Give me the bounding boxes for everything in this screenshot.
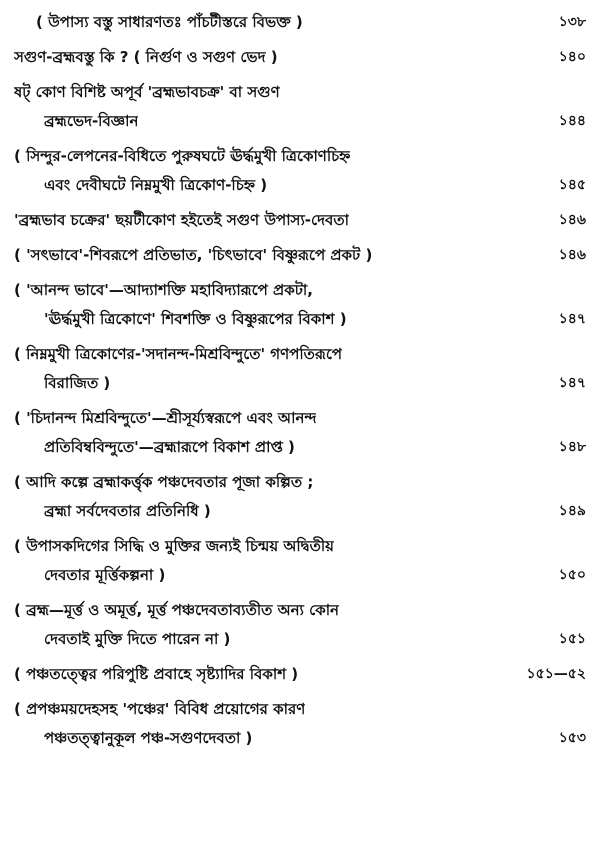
toc-line xyxy=(14,171,586,200)
toc-entry xyxy=(14,695,586,753)
toc-line xyxy=(14,340,586,369)
toc-line xyxy=(14,241,586,270)
toc-line-text: এবং দেবীঘটে নিম্নমুখী ত্রিকোণ-চিহ্ন ) xyxy=(44,176,268,194)
toc-line-text: ষট্ কোণ বিশিষ্ট অপূর্ব 'ব্রহ্মভাবচক্র' বা সগুণ xyxy=(14,83,280,101)
toc-line-text: 'ঊর্দ্ধমুখী ত্রিকোণে' শিবশক্তি ও বিষ্ণুরূপের বিকাশ ) xyxy=(44,310,347,328)
toc-entry xyxy=(14,142,586,200)
toc-line xyxy=(14,404,586,433)
toc-entry xyxy=(14,596,586,654)
toc-line-text: 'ব্রহ্মভাব চক্রের' ছয়টীকোণ হইতেই সগুণ উপাস্য-দেবতা xyxy=(14,211,349,229)
toc-line xyxy=(14,596,586,625)
page-number: ১৪৯ xyxy=(558,503,586,519)
toc-line-text: প্রতিবিম্ববিন্দুতে'—ব্রহ্মারূপে বিকাশ প্রাপ্ত ) xyxy=(44,438,295,456)
toc-line-text: ( সিন্দুর-লেপনের-বিধিতে পুরুষঘটে ঊর্দ্ধমুখী ত্রিকোণচিহ্ন xyxy=(14,147,351,165)
toc-line xyxy=(14,142,586,171)
toc-line xyxy=(14,497,586,526)
toc-entry xyxy=(14,206,586,235)
toc-line-text: ( ব্রহ্ম—মূর্ত্ত ও অমূর্ত্ত, মূর্ত্ত পঞ্চদেবতাব্যতীত অন্য কোন xyxy=(14,601,339,619)
toc-entry xyxy=(14,43,586,72)
toc-line xyxy=(14,433,586,462)
toc-line xyxy=(14,561,586,590)
toc-line xyxy=(14,369,586,398)
toc-entry xyxy=(14,404,586,462)
toc-line-text: পঞ্চতত্ত্বানুকূল পঞ্চ-সগুণদেবতা ) xyxy=(44,729,253,747)
toc-entry xyxy=(14,241,586,270)
page-number: ১৪৬ xyxy=(558,212,586,228)
toc-line xyxy=(14,107,586,136)
toc-entry xyxy=(14,660,586,689)
toc-line xyxy=(14,724,586,753)
toc-entry xyxy=(14,468,586,526)
toc-entry xyxy=(14,78,586,136)
toc-line-text: ( প্রপঞ্চময়দেহসহ 'পঞ্চের' বিবিধ প্রয়োগের কারণ xyxy=(14,700,306,718)
toc-entry xyxy=(14,276,586,334)
toc-line-text: ( আদি কল্পে ব্রহ্মাকর্ত্তৃক পঞ্চদেবতার পূজা কল্পিত ; xyxy=(14,473,314,491)
toc-line-text: ( উপাস্য বস্তু সাধারণতঃ পাঁচটীস্তরে বিভক্ত ) xyxy=(36,13,303,31)
toc-line-text: সগুণ-ব্রহ্মবস্তু কি ? ( নির্গুণ ও সগুণ ভেদ ) xyxy=(14,48,278,66)
toc-line-text: ( উপাসকদিগের সিদ্ধি ও মুক্তির জন্যই চিন্ময় অদ্বিতীয় xyxy=(14,537,334,555)
toc-line xyxy=(14,660,586,689)
page-number: ১৫৩ xyxy=(558,730,586,746)
toc-line-text: ( 'সৎভাবে'-শিবরূপে প্রতিভাত, 'চিৎভাবে' বিষ্ণুরূপে প্রকট ) xyxy=(14,246,373,264)
toc-line-text: দেবতাই মুক্তি দিতে পারেন না ) xyxy=(44,630,231,648)
page-number: ১৩৮ xyxy=(558,14,586,30)
page-number: ১৫০ xyxy=(558,567,586,583)
page-number: ১৫১ xyxy=(558,631,586,647)
page-number: ১৪৮ xyxy=(558,439,586,455)
toc-line-text: ( পঞ্চতত্ত্বের পরিপুষ্টি প্রবাহে সৃষ্ট্যাদির বিকাশ ) xyxy=(14,665,299,683)
page-number: ১৫১—৫২ xyxy=(526,666,586,682)
toc-line xyxy=(14,8,586,37)
toc-line xyxy=(14,43,586,72)
toc-line xyxy=(14,276,586,305)
toc-entry xyxy=(14,8,586,37)
toc-line-text: দেবতার মূর্ত্তিকল্পনা ) xyxy=(44,566,166,584)
toc-line xyxy=(14,206,586,235)
toc-line xyxy=(14,532,586,561)
toc-line xyxy=(14,625,586,654)
toc-line xyxy=(14,78,586,107)
page-number: ১৪৭ xyxy=(558,311,586,327)
page-number: ১৪০ xyxy=(558,49,586,65)
toc-line xyxy=(14,305,586,334)
toc-line-text: ব্রহ্মা সর্বদেবতার প্রতিনিধি ) xyxy=(44,502,211,520)
toc-entry xyxy=(14,340,586,398)
toc-entry xyxy=(14,532,586,590)
toc-line xyxy=(14,468,586,497)
toc-line-text: ব্রহ্মভেদ-বিজ্ঞান xyxy=(44,112,139,130)
toc-line-text: ( 'চিদানন্দ মিশ্রবিন্দুতে'—শ্রীসূর্য্যস্বরূপে এবং আনন্দ xyxy=(14,409,317,427)
page-number: ১৪৪ xyxy=(558,113,586,129)
page-number: ১৪৬ xyxy=(558,247,586,263)
toc-line-text: ( নিম্নমুখী ত্রিকোণের-'সদানন্দ-মিশ্রবিন্দুতে' গণপতিরূপে xyxy=(14,345,343,363)
toc-line-text: বিরাজিত ) xyxy=(44,374,111,392)
toc-line-text: ( 'আনন্দ ভাবে'—আদ্যাশক্তি মহাবিদ্যারূপে প্রকটা, xyxy=(14,281,313,299)
page-number: ১৪৫ xyxy=(558,177,586,193)
toc-line xyxy=(14,695,586,724)
page-number: ১৪৭ xyxy=(558,375,586,391)
